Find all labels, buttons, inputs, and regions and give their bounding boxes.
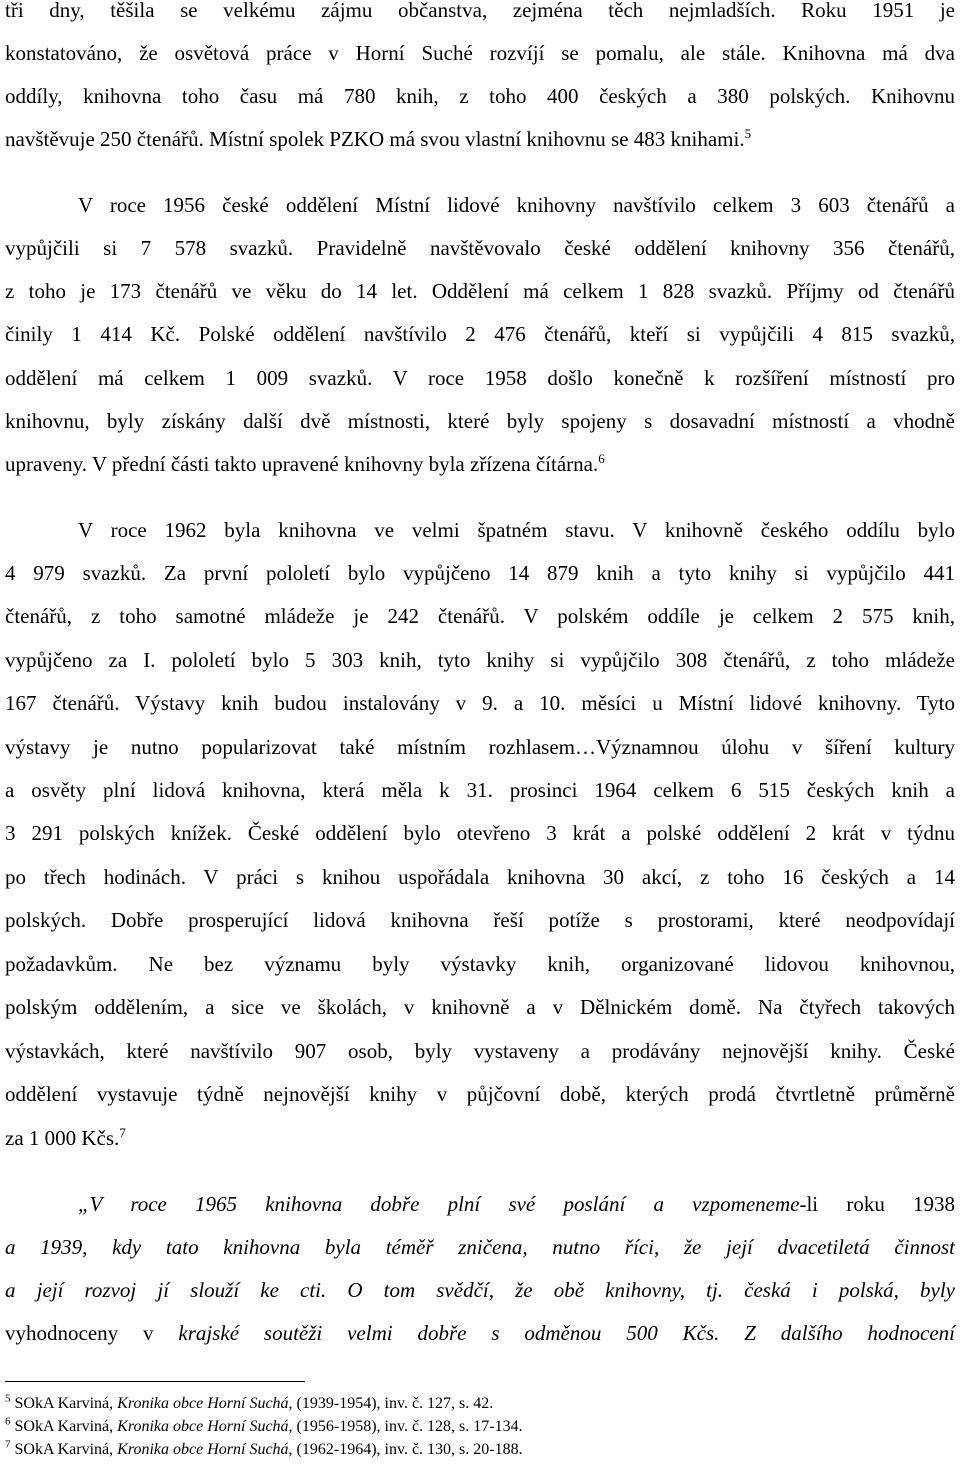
quote-line <box>5 1280 955 1301</box>
footnote-source: SOkA Karviná, <box>14 1441 118 1458</box>
quote-text: vyhodnoceny v <box>5 1321 179 1345</box>
text-line: po třech hodinách. V práci s knihou uspořádala knihovna 30 akcí, z toho 16 českých a 14 <box>5 865 955 889</box>
text-span: za 1 000 Kčs. <box>5 1126 120 1150</box>
text-line: 3 291 polských knížek. České oddělení bylo otevřeno 3 krát a polské oddělení 2 krát v týdnu <box>5 821 955 845</box>
text-line: činily 1 414 Kč. Polské oddělení navštívilo 2 476 čtenářů, kteří si vypůjčili 4 815 svazků, <box>5 322 955 346</box>
footnote <box>5 1415 523 1435</box>
text-line: konstatováno, že osvětová práce v Horní Suché rozvíjí se pomalu, ale stále. Knihovna má dva <box>5 41 955 65</box>
footnote-source: SOkA Karviná, <box>14 1395 118 1412</box>
quote-line <box>5 1323 955 1344</box>
footnote-title: Kronika obce Horní Suchá <box>117 1395 289 1412</box>
footnote-number: 7 <box>5 1438 11 1451</box>
text-line: a osvěty plní lidová knihovna, která měla k 31. prosinci 1964 celkem 6 515 českých knih a <box>5 778 955 802</box>
quote-text: „V roce 1965 knihovna dobře plní své poslání a vzpomeneme <box>78 1192 800 1216</box>
text-line: oddělení vystavuje týdně nejnovější knihy v půjčovní době, kterých prodá čtvrtletně průměrně <box>5 1082 955 1106</box>
text-line: oddíly, knihovna toho času má 780 knih, z toho 400 českých a 380 polských. Knihovnu <box>5 84 955 108</box>
text-line: V roce 1956 české oddělení Místní lidové knihovny navštívilo celkem 3 603 čtenářů a <box>78 193 955 217</box>
footnote-ref: 5 <box>744 126 752 141</box>
footnote-ref: 7 <box>119 1125 126 1140</box>
footnote <box>5 1438 523 1458</box>
text-line <box>5 1125 955 1150</box>
text-line: polských. Dobře prosperující lidová knihovna řeší potíže s prostorami, které neodpovídají <box>5 908 955 932</box>
quote-text: a 1939, kdy tato knihovna byla téměř zničena, nutno říci, že její dvacetiletá činnost <box>5 1235 955 1259</box>
footnote-number: 5 <box>5 1392 11 1405</box>
quote-line <box>5 1237 955 1258</box>
text-line: čtenářů, z toho samotné mládeže je 242 čtenářů. V polském oddíle je celkem 2 575 knih, <box>5 604 955 628</box>
text-line: 4 979 svazků. Za první pololetí bylo vypůjčeno 14 879 knih a tyto knihy si vypůjčilo 441 <box>5 561 955 585</box>
text-line: vypůjčili si 7 578 svazků. Pravidelně navštěvovalo české oddělení knihovny 356 čtenářů, <box>5 236 955 260</box>
text-line: požadavkům. Ne bez významu byly výstavky knih, organizované lidovou knihovnou, <box>5 952 955 976</box>
footnote-source: SOkA Karviná, <box>14 1418 118 1435</box>
footnote-title: Kronika obce Horní Suchá <box>117 1418 289 1435</box>
text-line: polským oddělením, a sice ve školách, v knihovně a v Dělnickém domě. Na čtyřech takových <box>5 995 955 1019</box>
text-line: oddělení má celkem 1 009 svazků. V roce 1958 došlo konečně k rozšíření místností pro <box>5 366 955 390</box>
footnote-separator <box>5 1381 305 1382</box>
footnote-title: Kronika obce Horní Suchá <box>117 1441 289 1458</box>
footnote-detail: , (1939-1954), inv. č. 127, s. 42. <box>288 1395 494 1412</box>
text-span: upraveny. V přední části takto upravené knihovny byla zřízena čítárna. <box>5 452 599 476</box>
footnote <box>5 1392 494 1412</box>
quote-text: krajské soutěži velmi dobře s odměnou 500 Kčs. Z dalšího hodnocení <box>178 1321 955 1345</box>
text-line: z toho je 173 čtenářů ve věku do 14 let. Oddělení má celkem 1 828 svazků. Příjmy od čtenářů <box>5 279 955 303</box>
footnote-detail: , (1962-1964), inv. č. 130, s. 20-188. <box>288 1441 523 1458</box>
quote-line <box>78 1194 955 1215</box>
text-line: tři dny, těšila se velkému zájmu občanstva, zejména těch nejmladších. Roku 1951 je <box>5 0 955 22</box>
footnote-number: 6 <box>5 1415 11 1428</box>
text-span: navštěvuje 250 čtenářů. Místní spolek PZKO má svou vlastní knihovnu se 483 knihami. <box>5 127 745 151</box>
quote-text: -li roku 1938 <box>799 1192 956 1216</box>
text-line: V roce 1962 byla knihovna ve velmi špatném stavu. V knihovně českého oddílu bylo <box>78 518 955 542</box>
text-line <box>5 451 955 476</box>
text-line: výstavkách, které navštívilo 907 osob, byly vystaveny a prodávány nejnovější knihy. České <box>5 1039 955 1063</box>
text-line <box>5 126 955 151</box>
footnote-ref: 6 <box>598 451 605 466</box>
text-line: vypůjčeno za I. pololetí bylo 5 303 knih, tyto knihy si vypůjčilo 308 čtenářů, z toho mládeže <box>5 648 955 672</box>
text-line: knihovnu, byly získány další dvě místnosti, které byly spojeny s dosavadní místností a vhodně <box>5 409 955 433</box>
text-line: výstavy je nutno popularizovat také místním rozhlasem…Významnou úlohu v šíření kultury <box>5 735 955 759</box>
quote-text: a její rozvoj jí slouží ke cti. O tom svědčí, že obě knihovny, tj. česká i polská, byly <box>5 1278 955 1302</box>
footnote-detail: , (1956-1958), inv. č. 128, s. 17-134. <box>288 1418 523 1435</box>
text-line: 167 čtenářů. Výstavy knih budou instalovány v 9. a 10. měsíci u Místní lidové knihovny. Tyto <box>5 691 955 715</box>
